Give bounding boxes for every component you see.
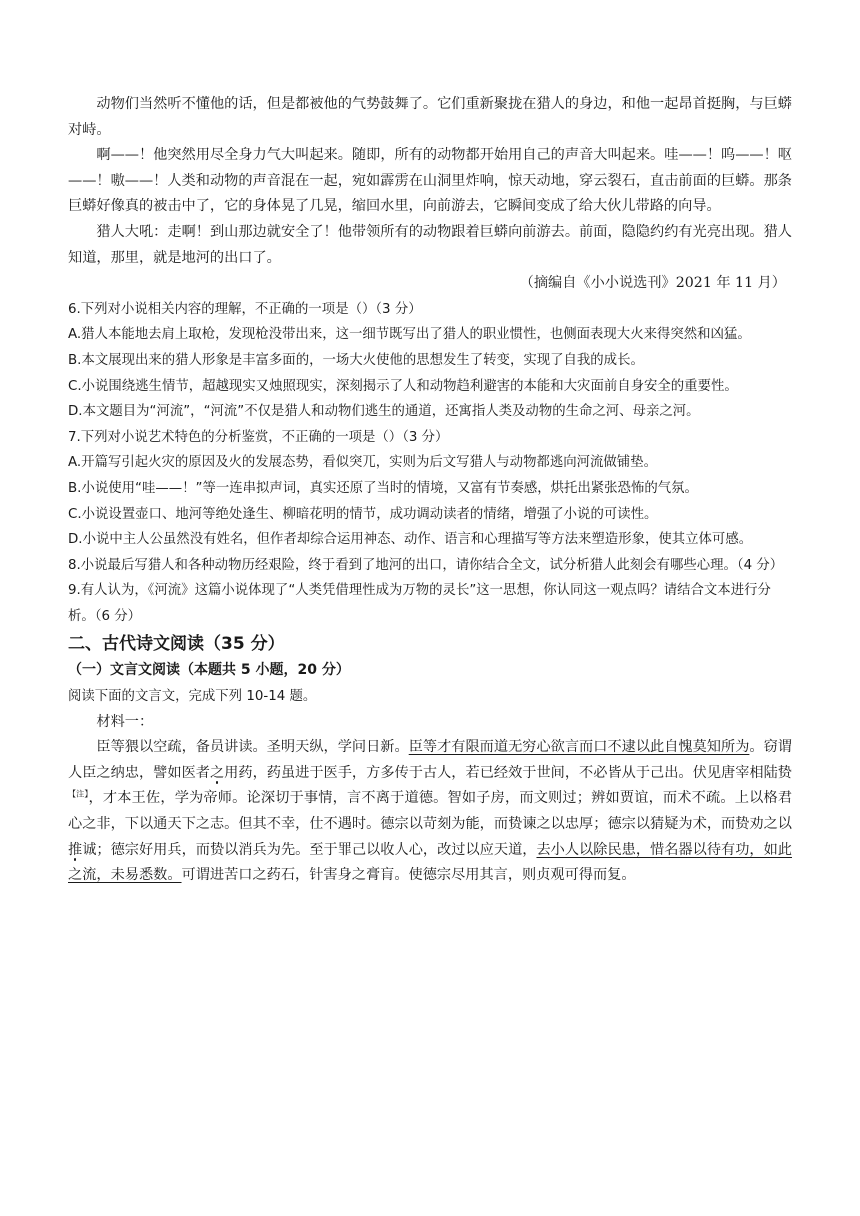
question-7-option-a: A.开篇写引起火灾的原因及火的发展态势，看似突兀，实则为后文写猎人与动物都逃向河流做铺垫。 — [68, 455, 657, 471]
material-1-segment: ，才本王佐，学为帝师。论深切于事情，言不离于道德。智如子房，而文则过；辨如贾谊，而术不疏。上以格君心之非，下以通天下之志。但其不幸，仕不遇时。德宗以苛刻为能，而贽谏之以忠厚；德宗以猜疑为术，而贽劝之以 — [68, 790, 793, 833]
question-8: 8.小说最后写猎人和各种动物历经艰险，终于看到了地河的出口，请你结合全文，试分析猎人此刻会有哪些心理。（4 分） — [68, 557, 784, 573]
footnote-marker: 【注】 — [68, 789, 89, 799]
material-1-segment: 臣等猥以空疏，备员讲读。圣明天纵，学问日新。 — [96, 739, 409, 756]
question-7-option-b: B.小说使用“哇——！”等一连串拟声词，真实还原了当时的情境，又富有节奏感，烘托出紧张恐怖的气氛。 — [68, 480, 698, 496]
question-7-option-d: D.小说中主人公虽然没有姓名，但作者却综合运用神态、动作、语言和心理描写等方法来塑造形象，使其立体可感。 — [68, 532, 753, 548]
section-2-title: 二、古代诗文阅读（35 分） — [68, 634, 285, 655]
underlined-sentence-1: 臣等才有限而道无穷心欲言而口不逮以此自愧莫知所为 — [408, 739, 750, 756]
question-9: 9.有人认为，《河流》这篇小说体现了“人类凭借理性成为万物的灵长”这一思想，你认同这一观点吗？请结合文本进行分析。（6 分） — [68, 583, 771, 624]
material-label: 材料一： — [96, 713, 154, 730]
question-7-stem: 7.下列对小说艺术特色的分析鉴赏，不正确的一项是（）（3 分） — [68, 429, 449, 445]
story-paragraph-2: 啊——！他突然用尽全身力气大叫起来。随即，所有的动物都开始用自己的声音大叫起来。哇——！呜——！呕——！嗷——！人类和动物的声音混在一起，宛如霹雳在山洞里炸响，惊天动地，穿云裂石，直击前面的巨蟒。那条巨蟒好像真的被击中了，它的身体晃了几晃，缩回水里，向前游去，它瞬间变成了给大伙儿带路的向导。 — [68, 147, 792, 215]
question-6-stem: 6.下列对小说相关内容的理解，不正确的一项是（）（3 分） — [68, 301, 422, 317]
question-6-option-a: A.猎人本能地去肩上取枪，发现枪没带出来，这一细节既写出了猎人的职业惯性，也侧面表现大火来得突然和凶猛。 — [68, 327, 751, 343]
material-1-segment: 用药，药虽进于医手，方多传于古人，若已经效于世间，不必皆从于己出。伏见唐宰相陆贽 — [224, 764, 792, 781]
question-7-option-c: C.小说设置壶口、地河等绝处逢生、柳暗花明的情节，成功调动读者的情绪，增强了小说的可读性。 — [68, 506, 658, 522]
section-2-instruction: 阅读下面的文言文，完成下列 10-14 题。 — [68, 689, 317, 705]
story-source: （摘编自《小小说选刊》2021 年 11 月） — [519, 275, 786, 292]
underlined-sentence-2: 去小人以除民患，惜名器以待有功，如此之流，未易悉数。 — [68, 841, 792, 884]
material-1-segment: 可谓进苦口之药石，针害身之膏肓。使德宗尽用其言，则贞观可得而复。 — [181, 867, 636, 884]
dotted-character-tui: 推 — [68, 841, 83, 858]
question-6-option-c: C.小说围绕逃生情节，超越现实又烛照现实，深刻揭示了人和动物趋利避害的本能和大灾面前自身安全的重要性。 — [68, 378, 738, 394]
question-6-option-b: B.本文展现出来的猎人形象是丰富多面的，一场大火使他的思想发生了转变，实现了自我的成长。 — [68, 352, 644, 368]
story-paragraph-1: 动物们当然听不懂他的话，但是都被他的气势鼓舞了。它们重新聚拢在猎人的身边，和他一起昂首挺胸，与巨蟒对峙。 — [68, 96, 792, 138]
question-6-option-d: D.本文题目为“河流”，“河流”不仅是猎人和动物们逃生的通道，还寓指人类及动物的生命之河、母亲之河。 — [68, 404, 700, 420]
section-2-subtitle: （一）文言文阅读（本题共 5 小题，20 分） — [68, 662, 350, 679]
material-1-segment: 。窃谓人臣之纳忠，譬如医者 — [68, 739, 792, 781]
material-1-segment: 诚；德宗好用兵，而贽以消兵为先。至于罪己以收人心，改过以应天道， — [82, 841, 537, 858]
story-paragraph-3: 猎人大吼：走啊！到山那边就安全了！他带领所有的动物跟着巨蟒向前游去。前面，隐隐约约有光亮出现。猎人知道，那里，就是地河的出口了。 — [68, 223, 792, 266]
material-1-text — [68, 735, 792, 889]
dotted-character-zhi: 之 — [209, 764, 225, 781]
